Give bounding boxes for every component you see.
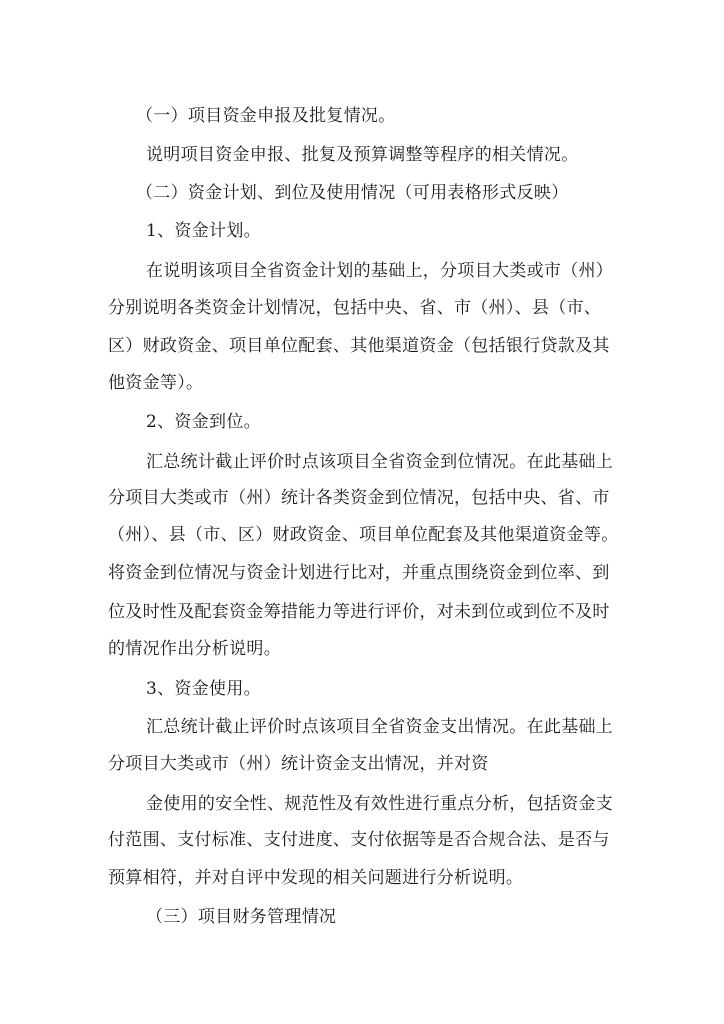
paragraph-line: 付范围、支付标准、支付进度、支付依据等是否合规合法、是否与: [108, 830, 610, 850]
paragraph-line: 他资金等）。: [108, 373, 204, 393]
paragraph-line: 金使用的安全性、规范性及有效性进行重点分析，包括资金支: [146, 794, 614, 814]
paragraph-line: 的情况作出分析说明。: [108, 639, 281, 659]
section-heading-2: （二）资金计划、到位及使用情况（可用表格形式反映）: [136, 183, 569, 203]
paragraph-line: 分项目大类或市（州）统计资金支出情况，并对资: [108, 754, 489, 774]
paragraph-line: 将资金到位情况与资金计划进行比对，并重点围绕资金到位率、到: [108, 563, 610, 583]
section-heading-3: （三）项目财务管理情况: [146, 907, 337, 927]
paragraph-line: 预算相符，并对自评中发现的相关问题进行分析说明。: [108, 868, 524, 888]
subheading-1: 1、资金计划。: [146, 221, 261, 241]
paragraph-line: 区）财政资金、项目单位配套、其他渠道资金（包括银行贷款及其: [108, 336, 610, 356]
paragraph-line: （州）、县（市、区）财政资金、项目单位配套及其他渠道资金等。: [108, 525, 619, 545]
paragraph-line: 说明项目资金申报、批复及预算调整等程序的相关情况。: [146, 145, 579, 165]
paragraph-line: 位及时性及配套资金筹措能力等进行评价，对未到位或到位不及时: [108, 602, 610, 622]
subheading-3: 3、资金使用。: [146, 679, 261, 699]
paragraph-line: 在说明该项目全省资金计划的基础上，分项目大类或市（州）: [146, 261, 614, 281]
paragraph-line: 分项目大类或市（州）统计各类资金到位情况，包括中央、省、市: [108, 488, 610, 508]
subheading-2: 2、资金到位。: [146, 412, 261, 432]
paragraph-line: 汇总统计截止评价时点该项目全省资金到位情况。在此基础上: [146, 452, 614, 472]
section-heading-1: （一）项目资金申报及批复情况。: [136, 106, 396, 126]
paragraph-line: 分别说明各类资金计划情况，包括中央、省、市（州）、县（市、: [108, 298, 602, 318]
paragraph-line: 汇总统计截止评价时点该项目全省资金支出情况。在此基础上: [146, 717, 614, 737]
